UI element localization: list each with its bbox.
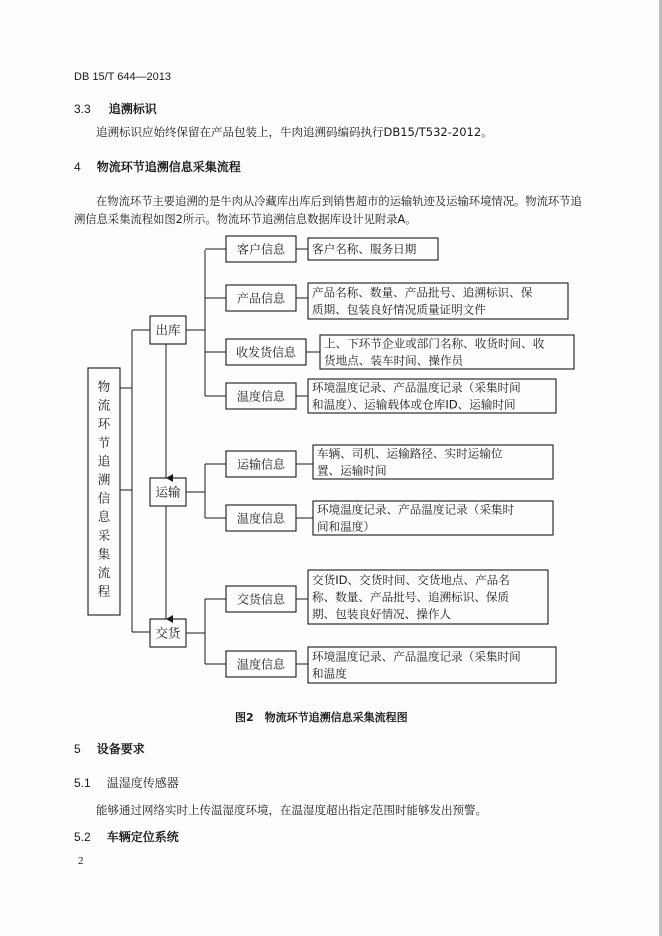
root-char: 信: [97, 490, 111, 506]
section-4-title: 物流环节追溯信息采集流程: [96, 160, 241, 174]
section-5-heading: [74, 743, 145, 755]
stage-label: 出库: [155, 322, 181, 338]
section-4-para-line2: 溯信息采集流程如图2所示。物流环节追溯信息数据库设计见附录A。: [74, 213, 417, 226]
detail-line: 客户名称、服务日期: [312, 242, 417, 256]
detail-line: 环境温度记录、产品温度记录（采集时间: [312, 380, 521, 395]
detail-line: 置、运输时间: [317, 463, 387, 478]
detail-line: 环境温度记录、产品温度记录（采集时: [317, 502, 515, 517]
section-5-1-number: 5.1: [74, 776, 91, 790]
stage-group: [150, 236, 574, 413]
detail-line: 交货ID、交货时间、交货地点、产品名: [312, 573, 510, 587]
detail-line: 质期、包装良好情况质量证明文件: [312, 302, 486, 317]
detail-line: 货地点、装车时间、操作员: [324, 353, 464, 368]
category-label: 温度信息: [236, 657, 286, 672]
detail-line: 间和温度）: [317, 519, 375, 534]
root-char: 追: [97, 453, 111, 469]
section-5-1-text: 能够通过网络实时上传温湿度环境，在温湿度超出指定范围时能够发出预警。: [96, 803, 487, 817]
section-5-1-title: 温湿度传感器: [106, 776, 179, 790]
detail-line: 车辆、司机、运输路径、实时运输位: [317, 446, 503, 461]
section-3-3-title: 追溯标识: [108, 102, 157, 116]
detail-line: 期、包装良好情况、操作人: [312, 607, 452, 621]
stage-group: [150, 570, 556, 683]
detail-line: 和温度: [312, 666, 347, 681]
section-3-3-number: 3.3: [74, 102, 91, 116]
root-connectors: [120, 330, 166, 632]
root-char: 节: [97, 434, 111, 450]
category-label: 产品信息: [236, 291, 286, 306]
root-char: 物: [97, 379, 111, 394]
root-char: 环: [97, 416, 111, 432]
root-char: 采: [97, 527, 111, 543]
category-label: 收发货信息: [235, 345, 297, 360]
category-label: 客户信息: [236, 242, 286, 257]
stage-label: 交货: [155, 625, 181, 641]
section-5-2-title: 车辆定位系统: [106, 830, 179, 844]
detail-line: 称、数量、产品批号、追溯标识、保质: [312, 590, 510, 604]
section-5-2-number: 5.2: [74, 830, 91, 844]
section-4-para-line1: 在物流环节主要追溯的是牛肉从冷藏库出库后到销售超市的运输轨迹及运输环境情况。物流环节追: [96, 195, 582, 208]
page-number: 2: [78, 855, 84, 867]
root-char: 程: [97, 583, 111, 599]
category-label: 温度信息: [236, 511, 286, 526]
category-label: 交货信息: [236, 592, 286, 607]
category-label: 运输信息: [236, 457, 286, 472]
root-char: 集: [97, 546, 111, 562]
figure-caption: 图2 物流环节追溯信息采集流程图: [235, 711, 408, 724]
root-char: 溯: [97, 472, 111, 487]
root-char: 息: [97, 509, 111, 525]
section-3-3-text: 追溯标识应始终保留在产品包装上，牛肉追溯码编码执行DB15/T532-2012。: [96, 125, 493, 139]
section-5-number: 5: [74, 742, 81, 756]
category-label: 温度信息: [236, 389, 286, 404]
section-5-1-heading: [74, 777, 179, 789]
section-5-2-heading: [74, 831, 179, 843]
detail-line: 产品名称、数量、产品批号、追溯标识、保: [312, 285, 533, 300]
root-char: 流: [97, 397, 111, 413]
section-5-title: 设备要求: [96, 742, 145, 756]
detail-line: 上、下环节企业或部门名称、收货时间、收: [324, 336, 545, 351]
detail-line: 环境温度记录、产品温度记录（采集时间: [312, 649, 521, 664]
section-4-number: 4: [74, 160, 81, 174]
stage-group: [150, 445, 553, 535]
detail-line: 和温度）、运输载体或仓库ID、运输时间: [312, 397, 516, 412]
stage-label: 运输: [155, 484, 181, 500]
standard-number: DB 15/T 644—2013: [74, 71, 172, 83]
root-char: 流: [97, 565, 111, 580]
